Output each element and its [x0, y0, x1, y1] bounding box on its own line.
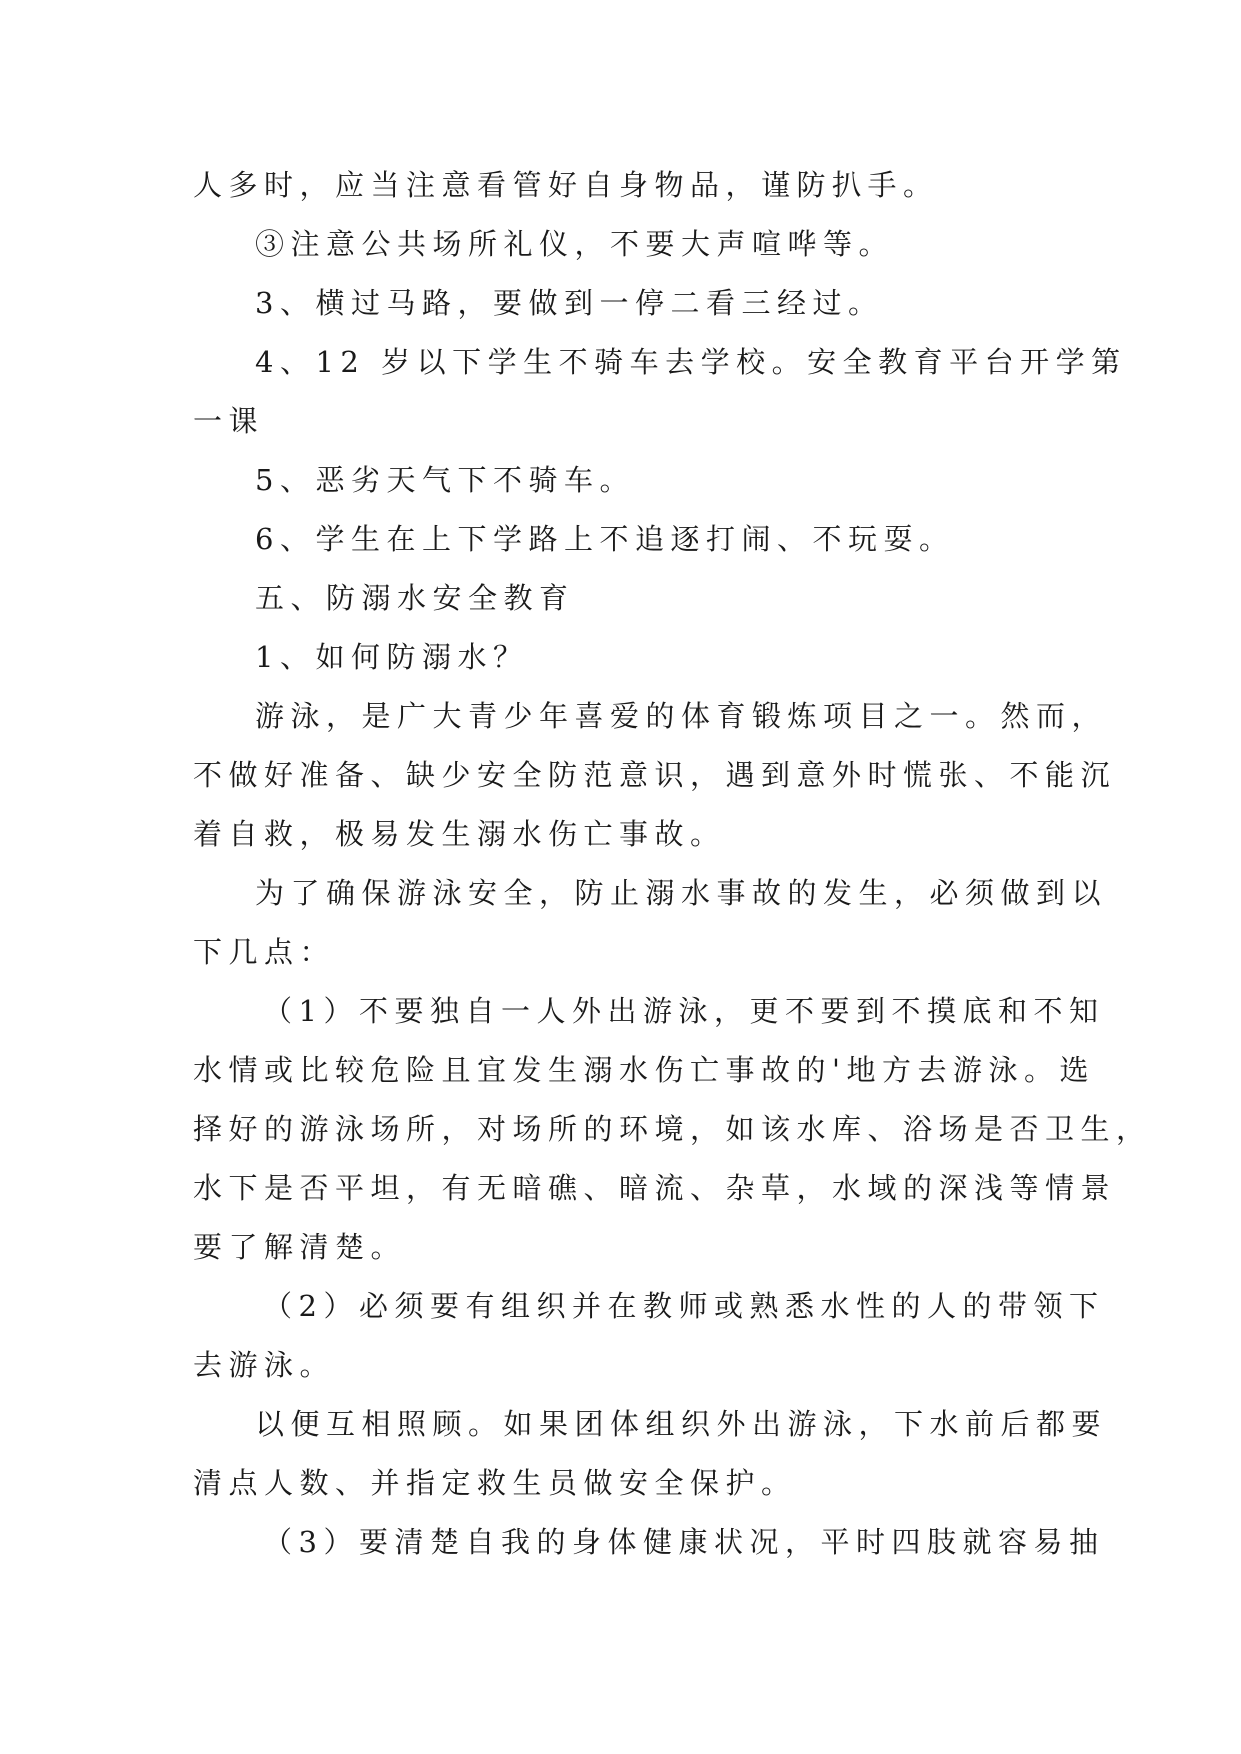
text-line: 不做好准备、缺少安全防范意识，遇到意外时慌张、不能沉 — [193, 758, 1117, 792]
text-line: 游泳，是广大青少年喜爱的体育锻炼项目之一。然而， — [255, 699, 1108, 733]
text-line: 人多时，应当注意看管好自身物品，谨防扒手。 — [193, 168, 939, 202]
section-heading: 五、防溺水安全教育 — [255, 581, 575, 615]
text-line: 水情或比较危险且宜发生溺水伤亡事故的'地方去游泳。选 — [193, 1053, 1095, 1087]
text-line: 4、12 岁以下学生不骑车去学校。安全教育平台开学第 — [255, 345, 1127, 379]
text-line: （1）不要独自一人外出游泳，更不要到不摸底和不知 — [263, 994, 1105, 1028]
text-line: 着自救，极易发生溺水伤亡事故。 — [193, 817, 726, 851]
text-line: 要了解清楚。 — [193, 1230, 407, 1264]
text-line: （2）必须要有组织并在教师或熟悉水性的人的带领下 — [263, 1289, 1105, 1323]
text-line: 择好的游泳场所，对场所的环境，如该水库、浴场是否卫生， — [193, 1112, 1152, 1146]
text-line: 一课 — [193, 404, 265, 438]
text-line: 3、横过马路，要做到一停二看三经过。 — [255, 286, 884, 320]
text-line: （3）要清楚自我的身体健康状况，平时四肢就容易抽 — [263, 1525, 1105, 1559]
text-line: 6、学生在上下学路上不追逐打闹、不玩耍。 — [255, 522, 955, 556]
text-line: 为了确保游泳安全，防止溺水事故的发生，必须做到以 — [255, 876, 1108, 910]
text-line: 去游泳。 — [193, 1348, 336, 1382]
text-line: 以便互相照顾。如果团体组织外出游泳，下水前后都要 — [255, 1407, 1108, 1441]
text-line: ③注意公共场所礼仪，不要大声喧哗等。 — [255, 227, 895, 261]
text-line: 下几点： — [193, 935, 336, 969]
text-line: 1、如何防溺水？ — [255, 640, 529, 674]
text-line: 5、恶劣天气下不骑车。 — [255, 463, 635, 497]
text-line: 清点人数、并指定救生员做安全保护。 — [193, 1466, 797, 1500]
text-line: 水下是否平坦，有无暗礁、暗流、杂草，水域的深浅等情景 — [193, 1171, 1117, 1205]
